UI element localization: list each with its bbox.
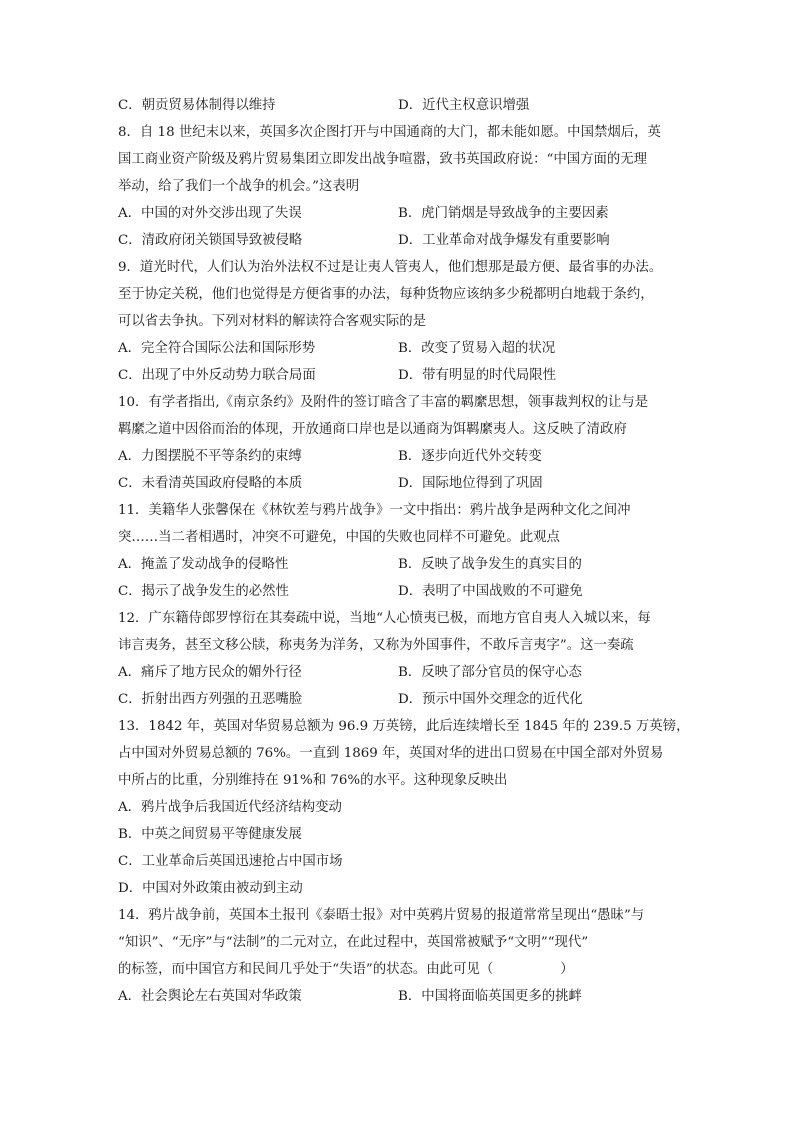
option-row <box>118 200 678 227</box>
answer-option: D．带有明显的时代局限性 <box>398 368 557 383</box>
question-stem-line: 突……当二者相遇时，冲突不可避免，中国的失败也同样不可避免。此观点 <box>118 530 560 545</box>
question-stem-line: 国工商业资产阶级及鸦片贸易集团立即发出战争喧嚣，致书英国政府说：“中国方面的无理 <box>118 152 648 167</box>
question-stem-line: 可以省去争执。下列对材料的解读符合客观实际的是 <box>118 314 426 329</box>
answer-option: D．工业革命对战争爆发有重要影响 <box>398 233 610 248</box>
answer-option: A．痛斥了地方民众的媚外行径 <box>118 665 302 680</box>
answer-option: B．改变了贸易入超的状况 <box>398 341 556 356</box>
answer-option: C．折射出西方列强的丑恶嘴脸 <box>118 692 303 707</box>
option-row <box>118 686 678 713</box>
option-row <box>118 443 678 470</box>
question-stem-line: 11．美籍华人张馨保在《林钦差与鸦片战争》一文中指出：鸦片战争是两种文化之间冲 <box>118 503 631 518</box>
question-q12 <box>118 605 678 713</box>
option-row <box>118 983 678 1010</box>
question-q11 <box>118 497 678 605</box>
answer-option: A．力图摆脱不平等条约的束缚 <box>118 449 302 464</box>
answer-option: A．社会舆论左右英国对华政策 <box>118 989 302 1004</box>
option-row <box>118 335 678 362</box>
option-row <box>118 578 678 605</box>
question-q14 <box>118 902 678 1010</box>
question-stem-line: 10．有学者指出,《南京条约》及附件的签订暗含了丰富的羁縻思想，领事裁判权的让与是 <box>118 395 649 410</box>
answer-option: D．国际地位得到了巩固 <box>398 476 543 491</box>
question-stem-line: 8．自 18 世纪末以来，英国多次企图打开与中国通商的大门，都未能如愿。中国禁烟后，英 <box>118 125 661 140</box>
question-q8 <box>118 119 678 254</box>
question-q7-tail <box>118 92 678 119</box>
question-stem-line: “知识”、“无序”与“法制”的二元对立，在此过程中，英国常被赋予“文明”“现代” <box>118 935 589 950</box>
question-stem-line: 12．广东籍侍郎罗惇衍在其奏疏中说，当地“人心愤夷已极，而地方官自夷人入城以来，每 <box>118 611 651 626</box>
answer-option: C．朝贡贸易体制得以维持 <box>118 98 276 113</box>
answer-option: A．掩盖了发动战争的侵略性 <box>118 557 289 572</box>
answer-option: D．预示中国外交理念的近代化 <box>398 692 583 707</box>
question-stem-line: 讳言夷务，甚至文移公牍，称夷务为洋务，又称为外国事件，不敢斥言夷字”。这一奏疏 <box>118 638 634 653</box>
question-stem-line: 13．1842 年，英国对华贸易总额为 96.9 万英镑，此后连续增长至 1845 年的 239.5 万英镑， <box>118 719 690 734</box>
option-row <box>118 551 678 578</box>
answer-option: C．清政府闭关锁国导致被侵略 <box>118 233 303 248</box>
answer-option: B．反映了战争发生的真实目的 <box>398 557 582 572</box>
option-row <box>118 92 678 119</box>
answer-option: B．中英之间贸易平等健康发展 <box>118 827 302 842</box>
answer-option: C．揭示了战争发生的必然性 <box>118 584 289 599</box>
answer-option: A．中国的对外交涉出现了失误 <box>118 206 302 221</box>
option-row <box>118 227 678 254</box>
answer-option: A．鸦片战争后我国近代经济结构变动 <box>118 800 342 815</box>
answer-option: C．工业革命后英国迅速抢占中国市场 <box>118 854 343 869</box>
question-list <box>118 92 690 1010</box>
answer-option: B．中国将面临英国更多的挑衅 <box>398 989 582 1004</box>
question-stem-line: 羁縻之道中因俗而治的体现，开放通商口岸也是以通商为饵羁縻夷人。这反映了清政府 <box>118 422 627 437</box>
answer-option: D．近代主权意识增强 <box>398 98 530 113</box>
question-q9 <box>118 254 678 389</box>
question-stem-line: 的标签，而中国官方和民间几乎处于“失语”的状态。由此可见（ ） <box>118 962 574 977</box>
question-stem-line: 至于协定关税，他们也觉得是方便省事的办法，每种货物应该纳多少税都明白地载于条约， <box>118 287 654 302</box>
answer-option: C．未看清英国政府侵略的本质 <box>118 476 303 491</box>
answer-option: A．完全符合国际公法和国际形势 <box>118 341 316 356</box>
option-row <box>118 659 678 686</box>
option-row <box>118 470 678 497</box>
question-q13 <box>118 713 690 902</box>
answer-option: B．反映了部分官员的保守心态 <box>398 665 582 680</box>
option-row <box>118 362 678 389</box>
question-q10 <box>118 389 678 497</box>
question-stem-line: 占中国对外贸易总额的 76%。一直到 1869 年，英国对华的进出口贸易在中国全部对外贸易 <box>118 746 664 761</box>
answer-option: B．逐步向近代外交转变 <box>398 449 542 464</box>
question-stem-line: 14．鸦片战争前，英国本土报刊《泰晤士报》对中英鸦片贸易的报道常常呈现出“愚昧”与 <box>118 908 645 923</box>
question-stem-line: 举动，给了我们一个战争的机会。”这表明 <box>118 179 360 194</box>
answer-option: C．出现了中外反动势力联合局面 <box>118 368 316 383</box>
answer-option: D．中国对外政策由被动到主动 <box>118 881 303 896</box>
answer-option: D．表明了中国战败的不可避免 <box>398 584 583 599</box>
question-stem-line: 中所占的比重，分别维持在 91%和 76%的水平。这种现象反映出 <box>118 773 508 788</box>
question-stem-line: 9．道光时代，人们认为治外法权不过是让夷人管夷人，他们想那是最方便、最省事的办法。 <box>118 260 663 275</box>
answer-option: B．虎门销烟是导致战争的主要因素 <box>398 206 609 221</box>
